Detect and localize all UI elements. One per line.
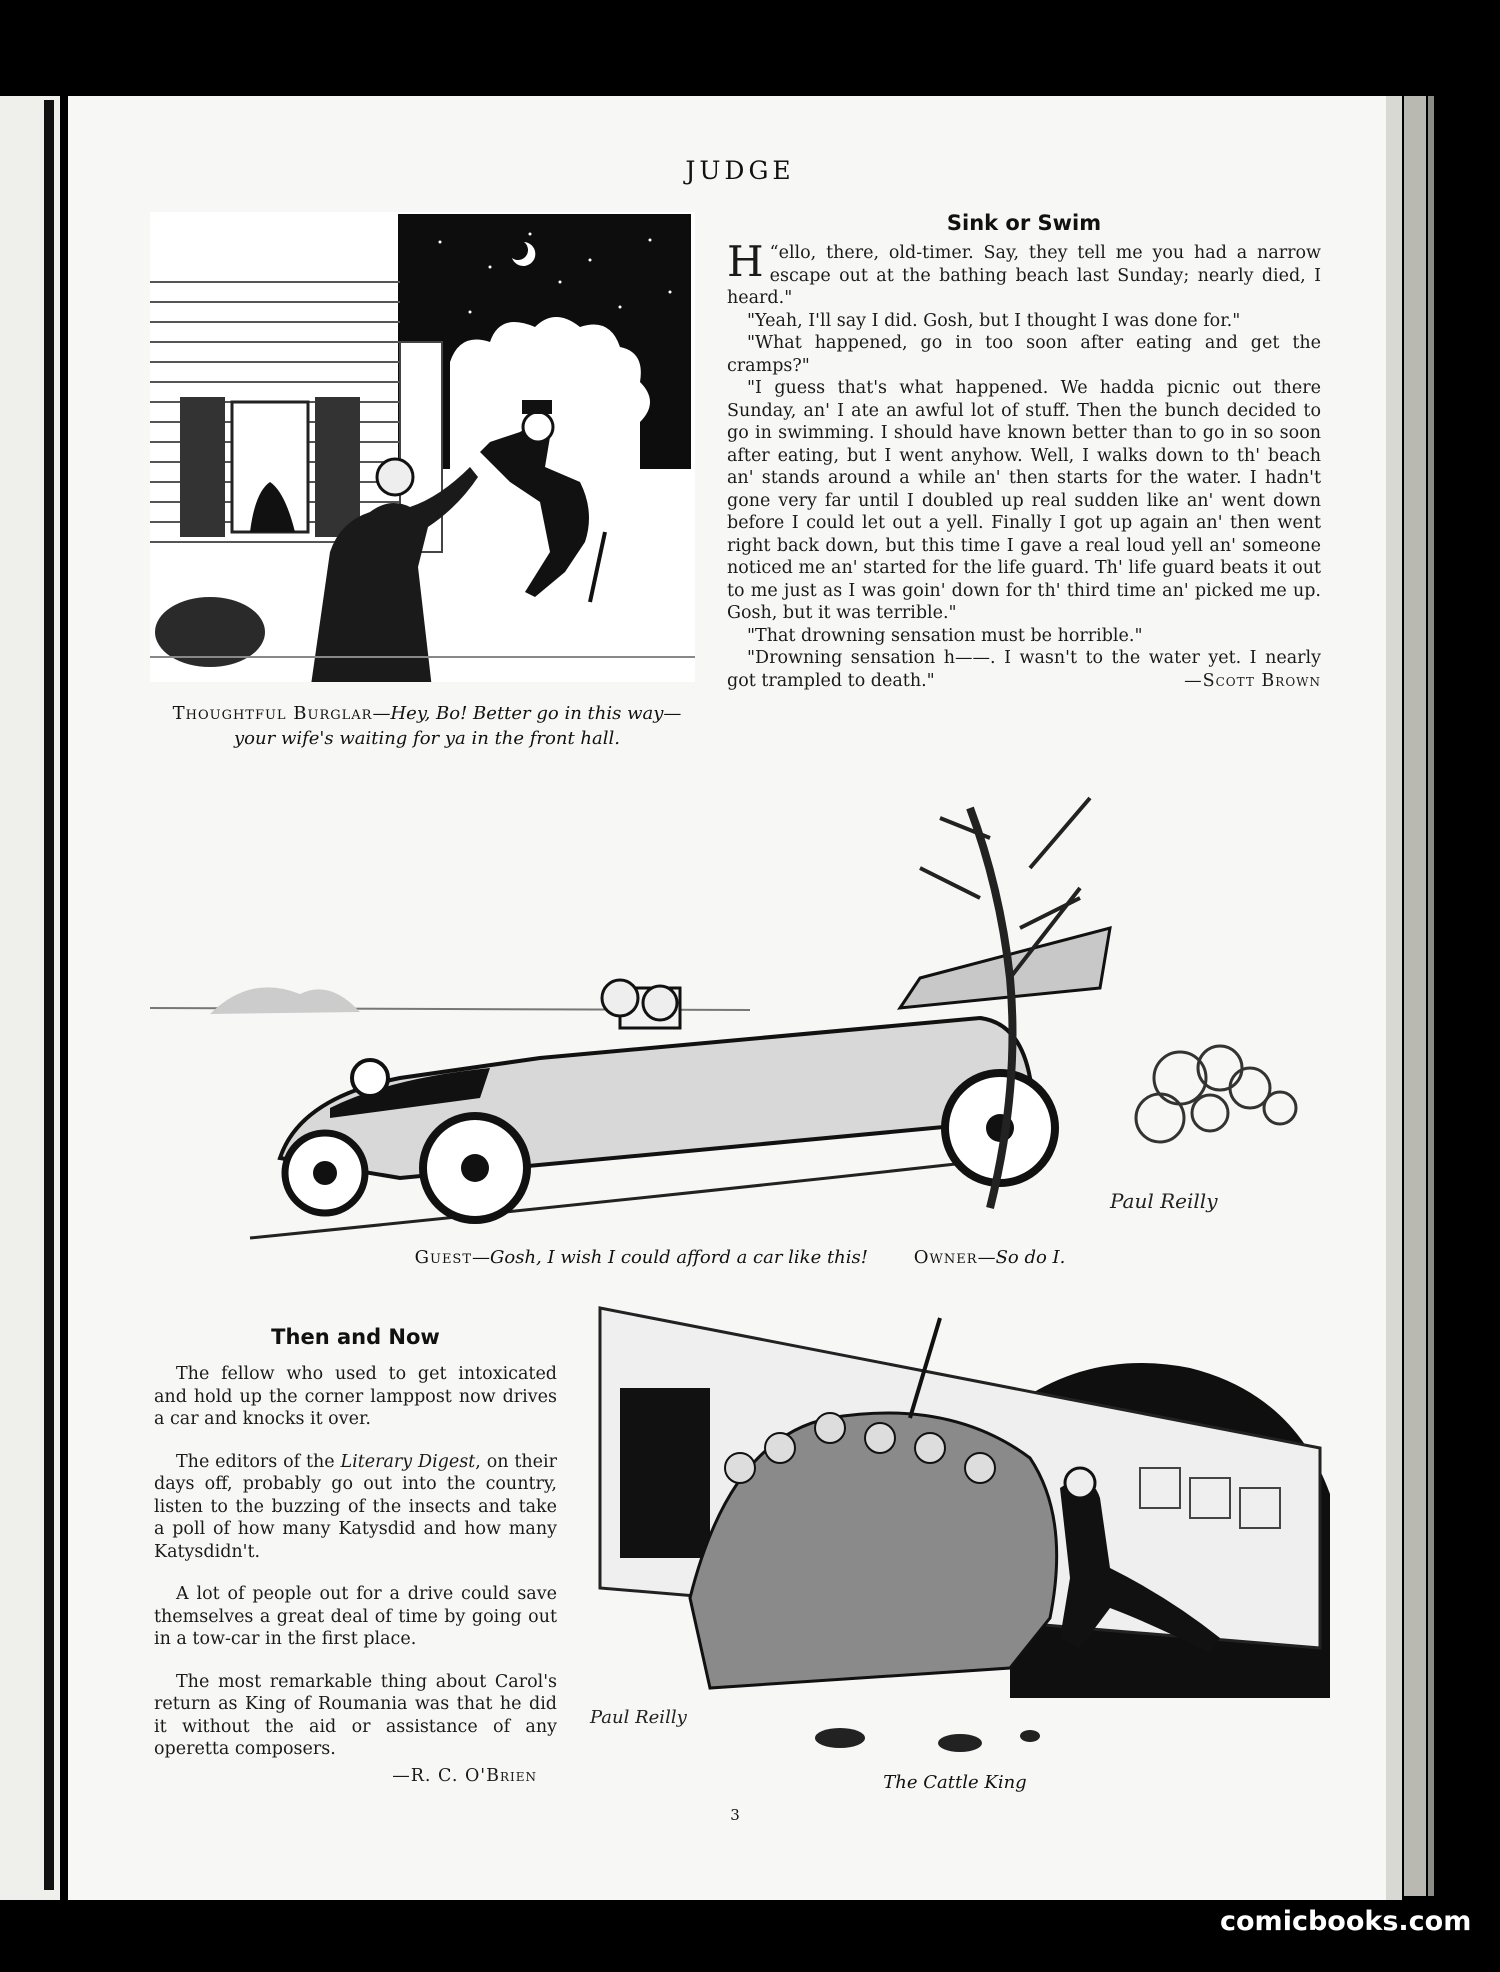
caption-guest-label: Guest [414,1247,473,1268]
page-number: 3 [730,1806,740,1824]
story-byline: —Scott Brown [1184,670,1321,691]
train-caption: The Cattle King [883,1772,1027,1793]
column-item: The most remarkable thing about Carol's return as King of Roumania was that he did it without the aid or assistance of any operetta composers. [154,1671,557,1759]
car-caption [150,1245,1330,1270]
book-spine [44,100,54,1890]
caption-text: —Hey, Bo! Better go in this way—your wife's waiting for ya in the front hall. [234,703,682,749]
story-paragraph: “ H ello, there, old-timer. Say, they tell me you had a narrow escape out at the bathing beach last Sunday; nearly died, I heard." [727,237,1321,308]
drop-cap: H [727,237,764,286]
story-paragraph: "What happened, go in too soon after eating and get the cramps?" [727,333,1321,376]
distant-hills [210,987,360,1014]
caption-guest-text: —Gosh, I wish I could afford a car like this! [472,1247,869,1268]
caption-speaker: Thoughtful Burglar [172,703,373,724]
story-paragraph: "I guess that's what happened. We hadda picnic out there Sunday, an' I ate an awful lot of stuff. Then the bunch decided to go in swimming. I should have known better than to go in so soon after eating, but I went anyhow. Well, I walks down to th' beach an' stands around a while an' then starts for the water. I hadn't gone very far until I doubled up real sudden like an' went down before I could let out a yell. Finally I got up again an' then went right back down, but this time I gave a real loud yell an' someone noticed me an' started for the life guard. Th' life guard beats it out to me just as I was goin' down for th' third time an' picked me up. Gosh, but it was terrible." [727,378,1321,623]
train-crowd-cartoon [580,1298,1330,1758]
masthead: JUDGE [685,156,795,185]
column-item: A lot of people out for a drive could save themselves a great deal of time by going out in a tow-car in the first place. [154,1584,557,1649]
page-edge [1386,96,1402,1900]
story-body [727,237,1321,692]
site-watermark: comicbooks.com [1220,1906,1472,1937]
caption-owner-label: Owner [913,1247,978,1268]
story-paragraph: "Yeah, I'll say I did. Gosh, but I thought I was done for." [747,310,1241,331]
column-item: The fellow who used to get intoxicated and hold up the corner lamppost now drives a car and knocks it over. [154,1364,557,1429]
column-title: Then and Now [271,1325,440,1349]
burglar-cartoon [150,212,695,682]
column-attribution: —R. C. O'Brien [392,1765,537,1786]
artist-signature: Paul Reilly [1110,1189,1218,1213]
artist-signature: Paul Reilly [590,1707,687,1728]
page-edge [1404,96,1426,1896]
caption-owner-text: —So do I. [977,1247,1066,1268]
headlamp [352,1060,388,1096]
column-item: The editors of the Literary Digest, on their days off, probably go out into the country, listen to the buzzing of the insects and take a poll of how many Katysdid and how many Katysdidn't. [154,1451,557,1562]
story-paragraph: "Drowning sensation h——. I wasn't to the water yet. I nearly got trampled to death." —Scott Brown [727,648,1321,691]
story-paragraph: "That drowning sensation must be horrible." [747,625,1143,646]
page-edge [1428,96,1434,1896]
exhaust-cloud [1136,1046,1296,1142]
burglar-caption [158,701,696,751]
column-body [154,1363,557,1787]
story-title: Sink or Swim [946,211,1102,235]
car-cartoon [150,778,1330,1248]
